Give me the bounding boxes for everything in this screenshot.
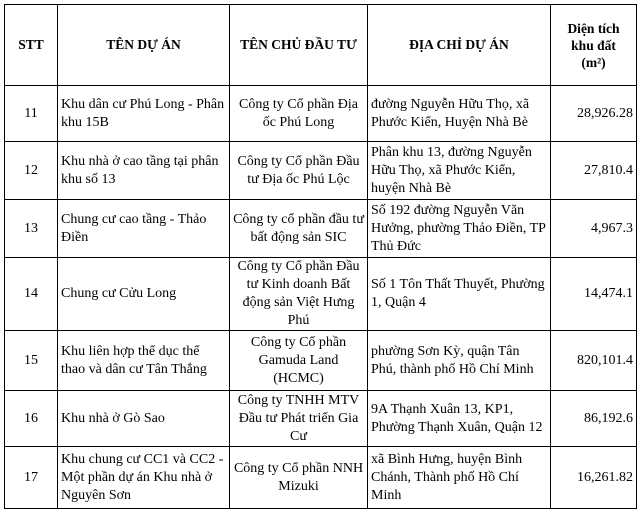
cell-investor: Công ty Cổ phần Đầu tư Địa ốc Phú Lộc	[230, 142, 368, 200]
cell-stt: 15	[5, 331, 58, 391]
project-table	[4, 4, 637, 509]
cell-area: 86,192.6	[551, 391, 637, 447]
cell-investor: Công ty cổ phần đầu tư bất động sản SIC	[230, 200, 368, 258]
cell-project-name: Khu nhà ở Gò Sao	[58, 391, 230, 447]
cell-area: 28,926.28	[551, 86, 637, 142]
header-area	[551, 5, 637, 86]
cell-address: 9A Thạnh Xuân 13, KP1, Phường Thạnh Xuân, Quận 12	[368, 391, 551, 447]
table-row	[5, 391, 637, 447]
cell-address: Số 1 Tôn Thất Thuyết, Phường 1, Quận 4	[368, 258, 551, 331]
cell-address: xã Bình Hưng, huyện Bình Chánh, Thành phố Hồ Chí Minh	[368, 447, 551, 509]
cell-project-name: Khu nhà ở cao tầng tại phân khu số 13	[58, 142, 230, 200]
table-header-row	[5, 5, 637, 86]
table-row	[5, 258, 637, 331]
cell-stt: 17	[5, 447, 58, 509]
cell-investor: Công ty Cổ phần Địa ốc Phú Long	[230, 86, 368, 142]
table-row	[5, 86, 637, 142]
header-area-unit: (m²)	[581, 54, 606, 70]
cell-area: 14,474.1	[551, 258, 637, 331]
cell-address: Phân khu 13, đường Nguyễn Hữu Thọ, xã Phước Kiển, huyện Nhà Bè	[368, 142, 551, 200]
header-area-line1: Diện tích	[567, 20, 620, 36]
cell-project-name: Chung cư Cửu Long	[58, 258, 230, 331]
table-row	[5, 331, 637, 391]
cell-address: phường Sơn Kỳ, quận Tân Phú, thành phố Hồ Chí Minh	[368, 331, 551, 391]
cell-project-name: Khu dân cư Phú Long - Phân khu 15B	[58, 86, 230, 142]
cell-stt: 11	[5, 86, 58, 142]
cell-area: 27,810.4	[551, 142, 637, 200]
cell-investor: Công ty Cổ phần NNH Mizuki	[230, 447, 368, 509]
cell-stt: 12	[5, 142, 58, 200]
header-address: ĐỊA CHỈ DỰ ÁN	[368, 5, 551, 86]
project-table-container	[4, 4, 637, 509]
cell-stt: 14	[5, 258, 58, 331]
cell-address: Số 192 đường Nguyễn Văn Hưởng, phường Thảo Điền, TP Thủ Đức	[368, 200, 551, 258]
cell-investor: Công ty TNHH MTV Đầu tư Phát triển Gia Cư	[230, 391, 368, 447]
header-project-name: TÊN DỰ ÁN	[58, 5, 230, 86]
cell-stt: 16	[5, 391, 58, 447]
cell-stt: 13	[5, 200, 58, 258]
cell-area: 820,101.4	[551, 331, 637, 391]
cell-address: đường Nguyễn Hữu Thọ, xã Phước Kiển, Huyện Nhà Bè	[368, 86, 551, 142]
cell-area: 4,967.3	[551, 200, 637, 258]
header-area-line2: khu đất	[571, 37, 616, 53]
header-stt: STT	[5, 5, 58, 86]
cell-project-name: Chung cư cao tầng - Thảo Điền	[58, 200, 230, 258]
header-investor: TÊN CHỦ ĐẦU TƯ	[230, 5, 368, 86]
cell-investor: Công ty Cổ phần Đầu tư Kinh doanh Bất động sản Việt Hưng Phú	[230, 258, 368, 331]
cell-area: 16,261.82	[551, 447, 637, 509]
cell-project-name: Khu liên hợp thể dục thể thao và dân cư Tân Thắng	[58, 331, 230, 391]
table-row	[5, 447, 637, 509]
cell-project-name: Khu chung cư CC1 và CC2 - Một phần dự án Khu nhà ở Nguyên Sơn	[58, 447, 230, 509]
table-row	[5, 142, 637, 200]
table-row	[5, 200, 637, 258]
cell-investor: Công ty Cổ phần Gamuda Land (HCMC)	[230, 331, 368, 391]
